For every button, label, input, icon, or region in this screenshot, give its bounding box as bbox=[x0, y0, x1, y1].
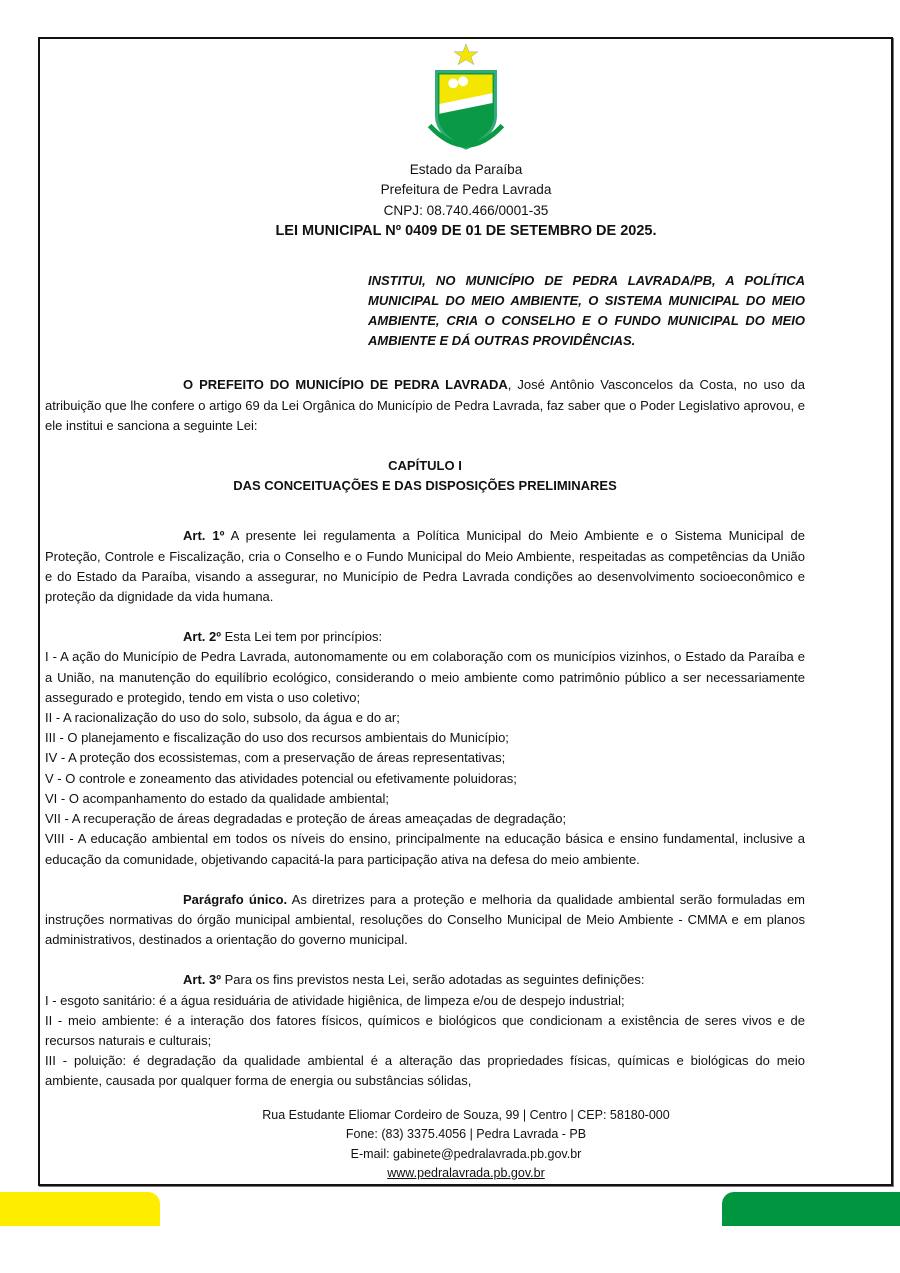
green-corner-band bbox=[722, 1192, 900, 1226]
footer-email[interactable]: E-mail: gabinete@pedralavrada.pb.gov.br bbox=[350, 1146, 582, 1161]
page-border bbox=[38, 37, 893, 1186]
article-text: Esta Lei tem por princípios: bbox=[220, 629, 383, 645]
article-3 bbox=[45, 970, 805, 1091]
list-item: I - esgoto sanitário: é a água residuária de atividade higiênica, de limpeza e/ou de despejo industrial; bbox=[45, 992, 625, 1008]
footer bbox=[45, 1106, 805, 1184]
chapter-number: CAPÍTULO I bbox=[388, 458, 462, 474]
law-title: LEI MUNICIPAL Nº 0409 DE 01 DE SETEMBRO DE 2025. bbox=[275, 223, 657, 240]
prefecture-name: Prefeitura de Pedra Lavrada bbox=[380, 182, 552, 198]
article-2 bbox=[45, 627, 805, 869]
list-item: II - A racionalização do uso do solo, subsolo, da água e do ar; bbox=[45, 710, 400, 726]
sole-paragraph bbox=[45, 890, 805, 951]
paragraph-label: Parágrafo único. bbox=[183, 891, 288, 907]
paragraph-text: As diretrizes para a proteção e melhoria da qualidade ambiental serão formuladas em instruções normativas do órgão municipal ambiental, resoluções do Conselho Municipal de Meio Ambiente - CMMA e em planos administrativos, destinados a orientação do governo municipal. bbox=[45, 891, 806, 948]
list-item: VIII - A educação ambiental em todos os níveis do ensino, principalmente na educação básica e ensino fundamental, inclusive a educação da comunidade, objetivando capacitá-la para participação ativa na defesa do meio ambiente. bbox=[45, 831, 805, 867]
list-item: VI - O acompanhamento do estado da qualidade ambiental; bbox=[45, 790, 390, 806]
article-label: Art. 2º bbox=[183, 629, 221, 645]
footer-address: Rua Estudante Eliomar Cordeiro de Souza, 99 | Centro | CEP: 58180-000 bbox=[262, 1107, 670, 1122]
article-label: Art. 3º bbox=[183, 972, 221, 988]
municipal-coat-of-arms-logo bbox=[421, 42, 511, 160]
footer-phone: Fone: (83) 3375.4056 | Pedra Lavrada - PB bbox=[345, 1127, 587, 1142]
list-item: III - poluição: é degradação da qualidade ambiental é a alteração das propriedades físicas, químicas e biológicas do meio ambiente, causada por qualquer forma de energia ou substâncias sólidas, bbox=[45, 1053, 805, 1089]
article-label: Art. 1º bbox=[183, 528, 225, 544]
state-name: Estado da Paraíba bbox=[409, 162, 523, 177]
law-summary: INSTITUI, NO MUNICÍPIO DE PEDRA LAVRADA/PB, A POLÍTICA MUNICIPAL DO MEIO AMBIENTE, O SISTEMA MUNICIPAL DO MEIO AMBIENTE, CRIA O CONSELHO E O FUNDO MUNICIPAL DO MEIO AMBIENTE E DÁ OUTRAS PROVIDÊNCIAS. bbox=[368, 272, 805, 349]
article-text: A presente lei regulamenta a Política Municipal do Meio Ambiente e o Sistema Municipal de Proteção, Controle e Fiscalização, cria o Conselho e o Fundo Municipal do Meio Ambiente, respeitadas as competências da União e do Estado da Paraíba, visando a assegurar, no Município de Pedra Lavrada condições ao desenvolvimento socioeconômico e proteção da dignidade da vida humana. bbox=[45, 528, 805, 605]
chapter-title: DAS CONCEITUAÇÕES E DAS DISPOSIÇÕES PRELIMINARES bbox=[233, 478, 617, 494]
yellow-corner-band bbox=[0, 1192, 160, 1226]
preamble-bold: O PREFEITO DO MUNICÍPIO DE PEDRA LAVRADA bbox=[183, 377, 508, 393]
footer-bands bbox=[0, 1192, 900, 1226]
list-item: VII - A recuperação de áreas degradadas e proteção de áreas ameaçadas de degradação; bbox=[45, 811, 567, 827]
footer-website-link[interactable]: www.pedralavrada.pb.gov.br bbox=[387, 1166, 545, 1181]
list-item: II - meio ambiente: é a interação dos fatores físicos, químicos e biológicos que condicionam a existência de seres vivos e de recursos naturais e culturais; bbox=[45, 1012, 805, 1048]
article-text: Para os fins previstos nesta Lei, serão adotadas as seguintes definições: bbox=[220, 972, 645, 988]
article-1 bbox=[45, 526, 805, 607]
cnpj: CNPJ: 08.740.466/0001-35 bbox=[383, 202, 549, 218]
list-item: I - A ação do Município de Pedra Lavrada, autonomamente ou em colaboração com os municípios vizinhos, o Estado da Paraíba e a União, na manutenção do equilíbrio ecológico, considerando o meio ambiente como patrimônio público a ser necessariamente assegurado e protegido, tendo em vista o uso coletivo; bbox=[45, 649, 805, 705]
list-item: V - O controle e zoneamento das atividades potencial ou efetivamente poluidoras; bbox=[45, 770, 517, 786]
list-item: III - O planejamento e fiscalização do uso dos recursos ambientais do Município; bbox=[45, 730, 509, 746]
preamble bbox=[45, 375, 805, 436]
list-item: IV - A proteção dos ecossistemas, com a preservação de áreas representativas; bbox=[45, 750, 506, 766]
preamble-text: , José Antônio Vasconcelos da Costa, no uso da atribuição que lhe confere o artigo 69 da Lei Orgânica do Município de Pedra Lavrada, faz saber que o Poder Legislativo aprovou, e ele institui e sanciona a seguinte Lei: bbox=[45, 377, 805, 433]
